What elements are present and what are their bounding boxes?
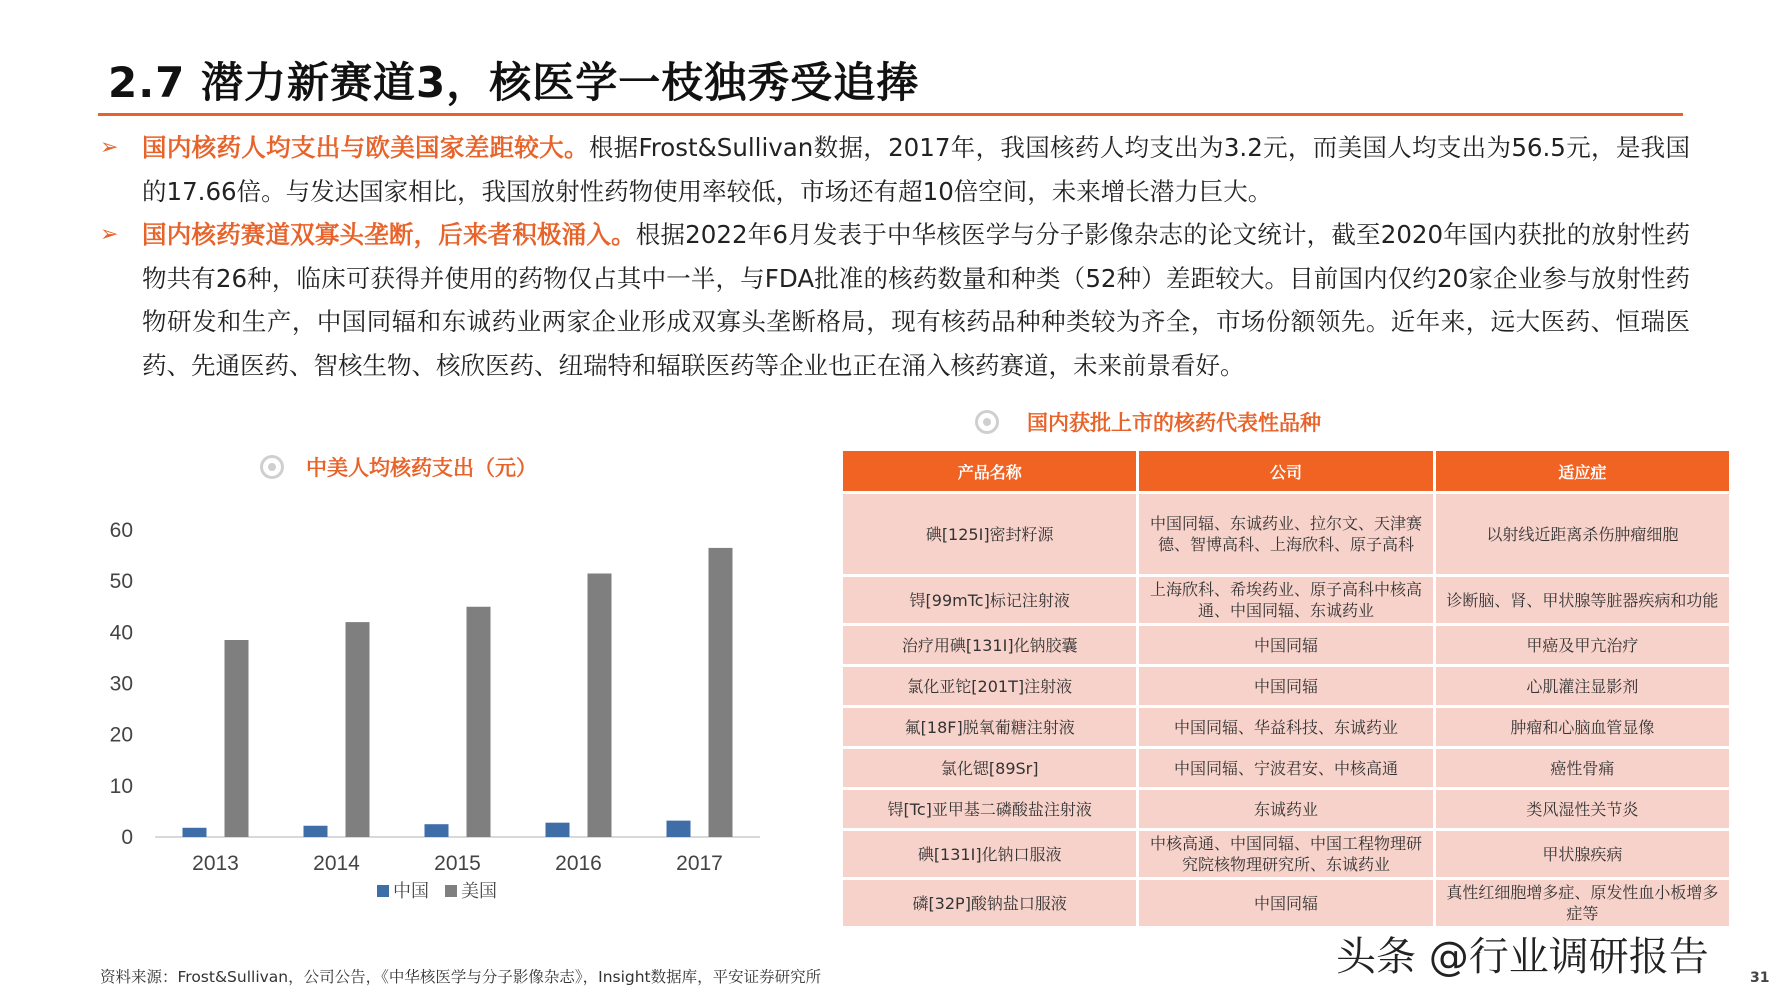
cell-company: 上海欣科、希埃药业、原子高科中核高通、中国同辐、东诚药业 — [1139, 577, 1432, 623]
bar-usa — [225, 640, 249, 837]
table-header-row — [843, 451, 1729, 491]
y-tick-label: 60 — [109, 519, 133, 542]
bar-china — [546, 823, 570, 837]
arrow-bullet-icon: ➢ — [100, 222, 119, 247]
page-number: 31 — [1750, 970, 1770, 986]
legend-label: 中国 — [393, 881, 429, 902]
cell-product: 锝[Tc]亚甲基二磷酸盐注射液 — [843, 790, 1136, 828]
cell-company: 中核高通、中国同辐、中国工程物理研究院核物理研究所、东诚药业 — [1139, 831, 1432, 877]
table-row — [843, 880, 1729, 926]
table-title: 国内获批上市的核药代表性品种 — [1027, 411, 1321, 435]
bullet-body: 根据Frost&Sullivan数据，2017年，我国核药人均支出为3.2元，而美国人均支出为56.5元，是我国的17.66倍。与发达国家相比，我国放射性药物使用率较低，市场还有超10倍空间，未来增长潜力巨大。 — [142, 133, 1690, 206]
bullet-heading: 国内核药赛道双寡头垄断，后来者积极涌入。 — [142, 220, 636, 249]
title-divider — [98, 113, 1683, 116]
table-row — [843, 626, 1729, 664]
cell-product: 磷[32P]酸钠盐口服液 — [843, 880, 1136, 926]
header-product: 产品名称 — [843, 451, 1136, 491]
bullet-text — [142, 213, 1690, 387]
table-row — [843, 577, 1729, 623]
chart-title-block — [260, 452, 537, 482]
cell-indication: 心肌灌注显影剂 — [1436, 667, 1729, 705]
cell-company: 中国同辐 — [1139, 667, 1432, 705]
table-row — [843, 749, 1729, 787]
bar-usa — [467, 607, 491, 837]
table-row — [843, 494, 1729, 574]
table-row — [843, 667, 1729, 705]
x-tick-label: 2014 — [313, 852, 360, 875]
legend-label: 美国 — [461, 881, 497, 902]
table-title-block — [975, 407, 1321, 437]
spending-bar-chart — [95, 505, 795, 945]
cell-product: 锝[99mTc]标记注射液 — [843, 577, 1136, 623]
bar-usa — [709, 548, 733, 837]
bar-china — [667, 821, 691, 837]
bar-china — [304, 826, 328, 837]
table-row — [843, 831, 1729, 877]
cell-indication: 肿瘤和心脑血管显像 — [1436, 708, 1729, 746]
cell-company: 中国同辐 — [1139, 626, 1432, 664]
header-indication: 适应症 — [1436, 451, 1729, 491]
cell-indication: 甲癌及甲亢治疗 — [1436, 626, 1729, 664]
bar-usa — [588, 573, 612, 837]
cell-indication: 以射线近距离杀伤肿瘤细胞 — [1436, 494, 1729, 574]
cell-product: 氯化锶[89Sr] — [843, 749, 1136, 787]
x-tick-label: 2015 — [434, 852, 481, 875]
cell-product: 碘[131I]化钠口服液 — [843, 831, 1136, 877]
header-company: 公司 — [1139, 451, 1432, 491]
y-tick-label: 10 — [109, 774, 133, 798]
source-note: 资料来源：Frost&Sullivan，公司公告，《中华核医学与分子影像杂志》，Insight数据库，平安证券研究所 — [100, 968, 822, 986]
cell-company: 东诚药业 — [1139, 790, 1432, 828]
bar-china — [425, 824, 449, 837]
y-tick-label: 40 — [109, 621, 133, 645]
drug-table — [840, 448, 1732, 929]
bullet-item — [100, 126, 1690, 213]
y-tick-label: 20 — [109, 723, 133, 747]
bullet-list — [100, 126, 1690, 387]
y-tick-label: 30 — [109, 672, 133, 696]
cell-company: 中国同辐 — [1139, 880, 1432, 926]
x-tick-label: 2017 — [676, 852, 723, 875]
cell-indication: 类风湿性关节炎 — [1436, 790, 1729, 828]
y-tick-label: 50 — [109, 570, 133, 594]
cell-indication: 癌性骨痛 — [1436, 749, 1729, 787]
cell-product: 碘[125I]密封籽源 — [843, 494, 1136, 574]
cell-company: 中国同辐、宁波君安、中核高通 — [1139, 749, 1432, 787]
bullet-heading: 国内核药人均支出与欧美国家差距较大。 — [142, 133, 589, 162]
table-row — [843, 708, 1729, 746]
radio-bullet-icon — [975, 410, 999, 434]
legend-swatch — [445, 885, 457, 897]
arrow-bullet-icon: ➢ — [100, 135, 119, 160]
page-title: 2.7 潜力新赛道3，核医学一枝独秀受追捧 — [108, 58, 920, 107]
cell-company: 中国同辐、东诚药业、拉尔文、天津赛德、智博高科、上海欣科、原子高科 — [1139, 494, 1432, 574]
cell-product: 氯化亚铊[201T]注射液 — [843, 667, 1136, 705]
chart-title: 中美人均核药支出（元） — [306, 456, 537, 480]
bullet-text — [142, 126, 1690, 213]
table-row — [843, 790, 1729, 828]
cell-indication: 诊断脑、肾、甲状腺等脏器疾病和功能 — [1436, 577, 1729, 623]
bullet-item — [100, 213, 1690, 387]
y-tick-label: 0 — [121, 826, 133, 849]
bullet-body: 根据2022年6月发表于中华核医学与分子影像杂志的论文统计，截至2020年国内获批的放射性药物共有26种，临床可获得并使用的药物仅占其中一半，与FDA批准的核药数量和种类（52种）差距较大。目前国内仅约20家企业参与放射性药物研发和生产，中国同辐和东诚药业两家企业形成双寡头垄断格局，现有核药品种种类较为齐全，市场份额领先。近年来，远大医药、恒瑞医药、先通医药、智核生物、核欣医药、纽瑞特和辐联医药等企业也正在涌入核药赛道，未来前景看好。 — [142, 220, 1690, 380]
cell-company: 中国同辐、华益科技、东诚药业 — [1139, 708, 1432, 746]
x-tick-label: 2013 — [192, 852, 239, 875]
cell-product: 治疗用碘[131I]化钠胶囊 — [843, 626, 1136, 664]
bar-china — [183, 828, 207, 837]
radio-bullet-icon — [260, 455, 284, 479]
cell-indication: 真性红细胞增多症、原发性血小板增多症等 — [1436, 880, 1729, 926]
watermark: 头条 @行业调研报告 — [1336, 934, 1709, 980]
legend-swatch — [377, 885, 389, 897]
x-tick-label: 2016 — [555, 852, 602, 875]
cell-indication: 甲状腺疾病 — [1436, 831, 1729, 877]
cell-product: 氟[18F]脱氧葡糖注射液 — [843, 708, 1136, 746]
bar-usa — [346, 622, 370, 837]
